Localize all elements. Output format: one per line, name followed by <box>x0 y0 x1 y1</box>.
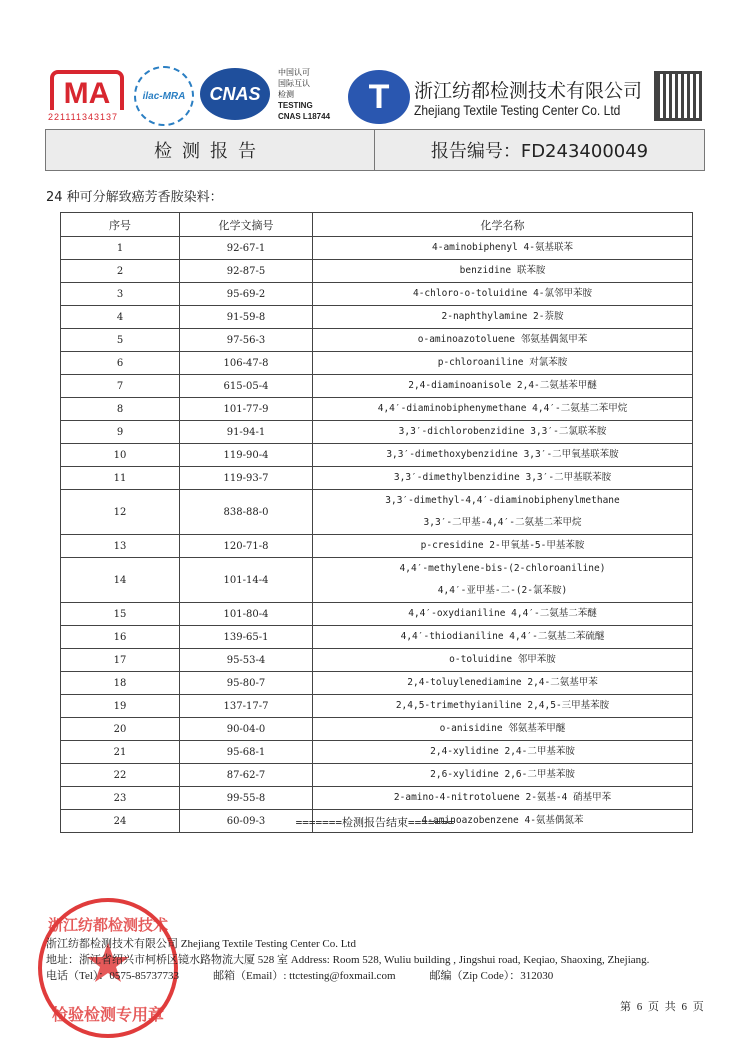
chemical-name <box>313 787 693 810</box>
chemical-name <box>313 603 693 626</box>
cas-number: 90-04-0 <box>180 718 313 741</box>
chemical-name <box>313 649 693 672</box>
cas-number: 101-80-4 <box>180 603 313 626</box>
cas-number: 87-62-7 <box>180 764 313 787</box>
seal-company-text: 浙江纺都检测技术 <box>47 916 168 934</box>
chemical-name <box>313 260 693 283</box>
cas-number: 91-59-8 <box>180 306 313 329</box>
chemical-name-line: 4,4′-diaminobiphenymethane 4,4′-二氨基二苯甲烷 <box>377 403 628 414</box>
table-row <box>61 741 693 764</box>
cas-number: 60-09-3 <box>180 810 313 833</box>
chemical-name-line: 2-naphthylamine 2-萘胺 <box>441 311 564 322</box>
footer-address: 地址：浙江省绍兴市柯桥区镜水路物流大厦 528 室 Address: Room 528, Wuliu building , Jingshui road, Keqiao, Shaoxing, Zhejiang. <box>46 954 650 966</box>
chemical-name <box>313 237 693 260</box>
chemical-name-line: 2,4-toluylenediamine 2,4-二氨基甲苯 <box>407 677 598 688</box>
table-row <box>61 398 693 421</box>
row-index: 24 <box>61 810 180 833</box>
chemical-name-line: 4,4′-亚甲基-二-(2-氯苯胺) <box>437 585 568 596</box>
cas-number: 137-17-7 <box>180 695 313 718</box>
row-index: 14 <box>61 558 180 603</box>
chemical-name-line: 4-aminobiphenyl 4-氨基联苯 <box>432 242 573 253</box>
cas-number: 95-80-7 <box>180 672 313 695</box>
chemical-name <box>313 672 693 695</box>
row-index: 13 <box>61 535 180 558</box>
company-name-en: Zhejiang Textile Testing Center Co. Ltd <box>414 102 621 118</box>
chemical-name <box>313 741 693 764</box>
table-row <box>61 558 693 603</box>
cas-number: 92-67-1 <box>180 237 313 260</box>
row-index: 15 <box>61 603 180 626</box>
chemical-name <box>313 558 693 603</box>
chemical-name <box>313 695 693 718</box>
chemical-name-line: 4,4′-methylene-bis-(2-chloroaniline) <box>399 563 606 574</box>
report-end-marker: =======检测报告结束======= <box>295 816 455 829</box>
table-row <box>61 352 693 375</box>
chemical-name-line: 3,3′-dichlorobenzidine 3,3′-二氯联苯胺 <box>398 426 607 437</box>
company-name-cn: 浙江纺都检测技术有限公司 <box>414 80 643 102</box>
ilac-mra-logo: ilac-MRA <box>134 66 194 126</box>
table-row <box>61 535 693 558</box>
footer-email: 邮箱（Email）: ttctesting@foxmail.com <box>213 970 396 982</box>
chemical-name <box>313 626 693 649</box>
chemical-name-line: o-toluidine 邻甲苯胺 <box>449 654 556 665</box>
table-row <box>61 603 693 626</box>
chemical-name <box>313 306 693 329</box>
table-row <box>61 718 693 741</box>
footer <box>46 936 649 984</box>
qr-code <box>654 71 702 121</box>
chemical-name-line: p-cresidine 2-甲氧基-5-甲基苯胺 <box>420 540 585 551</box>
cas-number: 101-14-4 <box>180 558 313 603</box>
row-index: 17 <box>61 649 180 672</box>
row-index: 1 <box>61 237 180 260</box>
report-number: 报告编号：FD243400049 <box>430 141 649 162</box>
cas-number: 120-71-8 <box>180 535 313 558</box>
row-index: 4 <box>61 306 180 329</box>
row-index: 12 <box>61 490 180 535</box>
chemical-name-line: p-chloroaniline 对氯苯胺 <box>437 357 568 368</box>
cma-logo: MA <box>50 70 124 110</box>
chemical-name-line: 4,4′-thiodianiline 4,4′-二氨基二苯硫醚 <box>400 631 605 642</box>
cas-number: 95-69-2 <box>180 283 313 306</box>
chemical-name <box>313 490 693 535</box>
cnas-line: 检测 <box>278 90 294 99</box>
chemical-name-line: 3,3′-dimethyl-4,4′-diaminobiphenylmethane <box>385 495 620 506</box>
chemical-name <box>313 352 693 375</box>
chemical-name-line: 3,3′-dimethylbenzidine 3,3′-二甲基联苯胺 <box>393 472 612 483</box>
chemical-name-line: 2,4,5-trimethyianiline 2,4,5-三甲基苯胺 <box>395 700 610 711</box>
amine-table <box>60 212 693 833</box>
table-row <box>61 626 693 649</box>
chemical-name-line: 4-aminoazobenzene 4-氨基偶氮苯 <box>421 815 584 826</box>
row-index: 21 <box>61 741 180 764</box>
table-row <box>61 260 693 283</box>
table-row <box>61 375 693 398</box>
row-index: 19 <box>61 695 180 718</box>
row-index: 20 <box>61 718 180 741</box>
chemical-name-line: benzidine 联苯胺 <box>459 265 546 276</box>
chemical-name-line: 2,4-xylidine 2,4-二甲基苯胺 <box>430 746 575 757</box>
table-row <box>61 421 693 444</box>
table-row <box>61 490 693 535</box>
footer-tel: 电话（Tel）：0575-85737733 <box>46 970 180 982</box>
row-index: 5 <box>61 329 180 352</box>
chemical-name <box>313 467 693 490</box>
table-row <box>61 444 693 467</box>
row-index: 10 <box>61 444 180 467</box>
cas-number: 119-90-4 <box>180 444 313 467</box>
cas-number: 97-56-3 <box>180 329 313 352</box>
chemical-name <box>313 718 693 741</box>
table-row <box>61 672 693 695</box>
cnas-line: 中国认可 <box>278 68 310 77</box>
header-cas: 化学文摘号 <box>180 213 313 237</box>
row-index: 3 <box>61 283 180 306</box>
row-index: 22 <box>61 764 180 787</box>
chemical-name <box>313 764 693 787</box>
row-index: 23 <box>61 787 180 810</box>
table-row <box>61 283 693 306</box>
table-row <box>61 329 693 352</box>
company-logo: T <box>348 70 410 124</box>
row-index: 18 <box>61 672 180 695</box>
chemical-name-line: o-aminoazotoluene 邻氨基偶氮甲苯 <box>417 334 588 345</box>
row-index: 9 <box>61 421 180 444</box>
row-index: 2 <box>61 260 180 283</box>
table-row <box>61 467 693 490</box>
cas-number: 615-05-4 <box>180 375 313 398</box>
chemical-name-line: 2-amino-4-nitrotoluene 2-氨基-4 硝基甲苯 <box>393 792 612 803</box>
row-index: 7 <box>61 375 180 398</box>
table-row <box>61 787 693 810</box>
footer-zip: 邮编（Zip Code）：312030 <box>429 970 554 982</box>
cas-number: 91-94-1 <box>180 421 313 444</box>
chemical-name-line: 2,6-xylidine 2,6-二甲基苯胺 <box>430 769 575 780</box>
chemical-name-line: 3,3′-二甲基-4,4′-二氨基二苯甲烷 <box>423 517 582 528</box>
chemical-name-line: 4-chloro-o-toluidine 4-氯邻甲苯胺 <box>412 288 593 299</box>
cas-number: 92-87-5 <box>180 260 313 283</box>
table-row <box>61 764 693 787</box>
chemical-name <box>313 398 693 421</box>
chemical-name <box>313 421 693 444</box>
chemical-name <box>313 535 693 558</box>
cas-number: 106-47-8 <box>180 352 313 375</box>
title-bar <box>45 129 705 171</box>
cnas-logo: CNAS <box>200 68 270 120</box>
header-index: 序号 <box>61 213 180 237</box>
row-index: 11 <box>61 467 180 490</box>
cas-number: 838-88-0 <box>180 490 313 535</box>
cnas-line: TESTING <box>278 101 313 110</box>
table-row <box>61 695 693 718</box>
chemical-name <box>313 329 693 352</box>
chemical-name-line: 3,3′-dimethoxybenzidine 3,3′-二甲氧基联苯胺 <box>386 449 619 460</box>
footer-company: 浙江纺都检测技术有限公司 Zhejiang Textile Testing Center Co. Ltd <box>46 938 356 950</box>
cnas-accreditation-text <box>278 67 330 122</box>
cnas-line: CNAS L18744 <box>278 112 331 121</box>
page-number: 第 6 页 共 6 页 <box>620 1001 704 1013</box>
cma-number: 221111343137 <box>48 112 119 122</box>
chemical-name <box>313 444 693 467</box>
cas-number: 101-77-9 <box>180 398 313 421</box>
cas-number: 95-53-4 <box>180 649 313 672</box>
chemical-name-line: o-anisidine 邻氨基苯甲醚 <box>439 723 566 734</box>
header-name: 化学名称 <box>313 213 693 237</box>
chemical-name <box>313 375 693 398</box>
table-row <box>61 649 693 672</box>
cas-number: 119-93-7 <box>180 467 313 490</box>
cas-number: 139-65-1 <box>180 626 313 649</box>
report-title: 检测报告 <box>46 130 375 170</box>
chemical-name <box>313 283 693 306</box>
cas-number: 99-55-8 <box>180 787 313 810</box>
table-row <box>61 306 693 329</box>
cas-number: 95-68-1 <box>180 741 313 764</box>
table-row <box>61 237 693 260</box>
chemical-name-line: 2,4-diaminoanisole 2,4-二氨基苯甲醚 <box>408 380 597 391</box>
cnas-line: 国际互认 <box>278 79 310 88</box>
row-index: 8 <box>61 398 180 421</box>
seal-purpose-text: 检验检测专用章 <box>51 1005 164 1024</box>
row-index: 16 <box>61 626 180 649</box>
chemical-name-line: 4,4′-oxydianiline 4,4′-二氨基二苯醚 <box>408 608 597 619</box>
section-title: 24 种可分解致癌芳香胺染料： <box>46 190 223 205</box>
row-index: 6 <box>61 352 180 375</box>
